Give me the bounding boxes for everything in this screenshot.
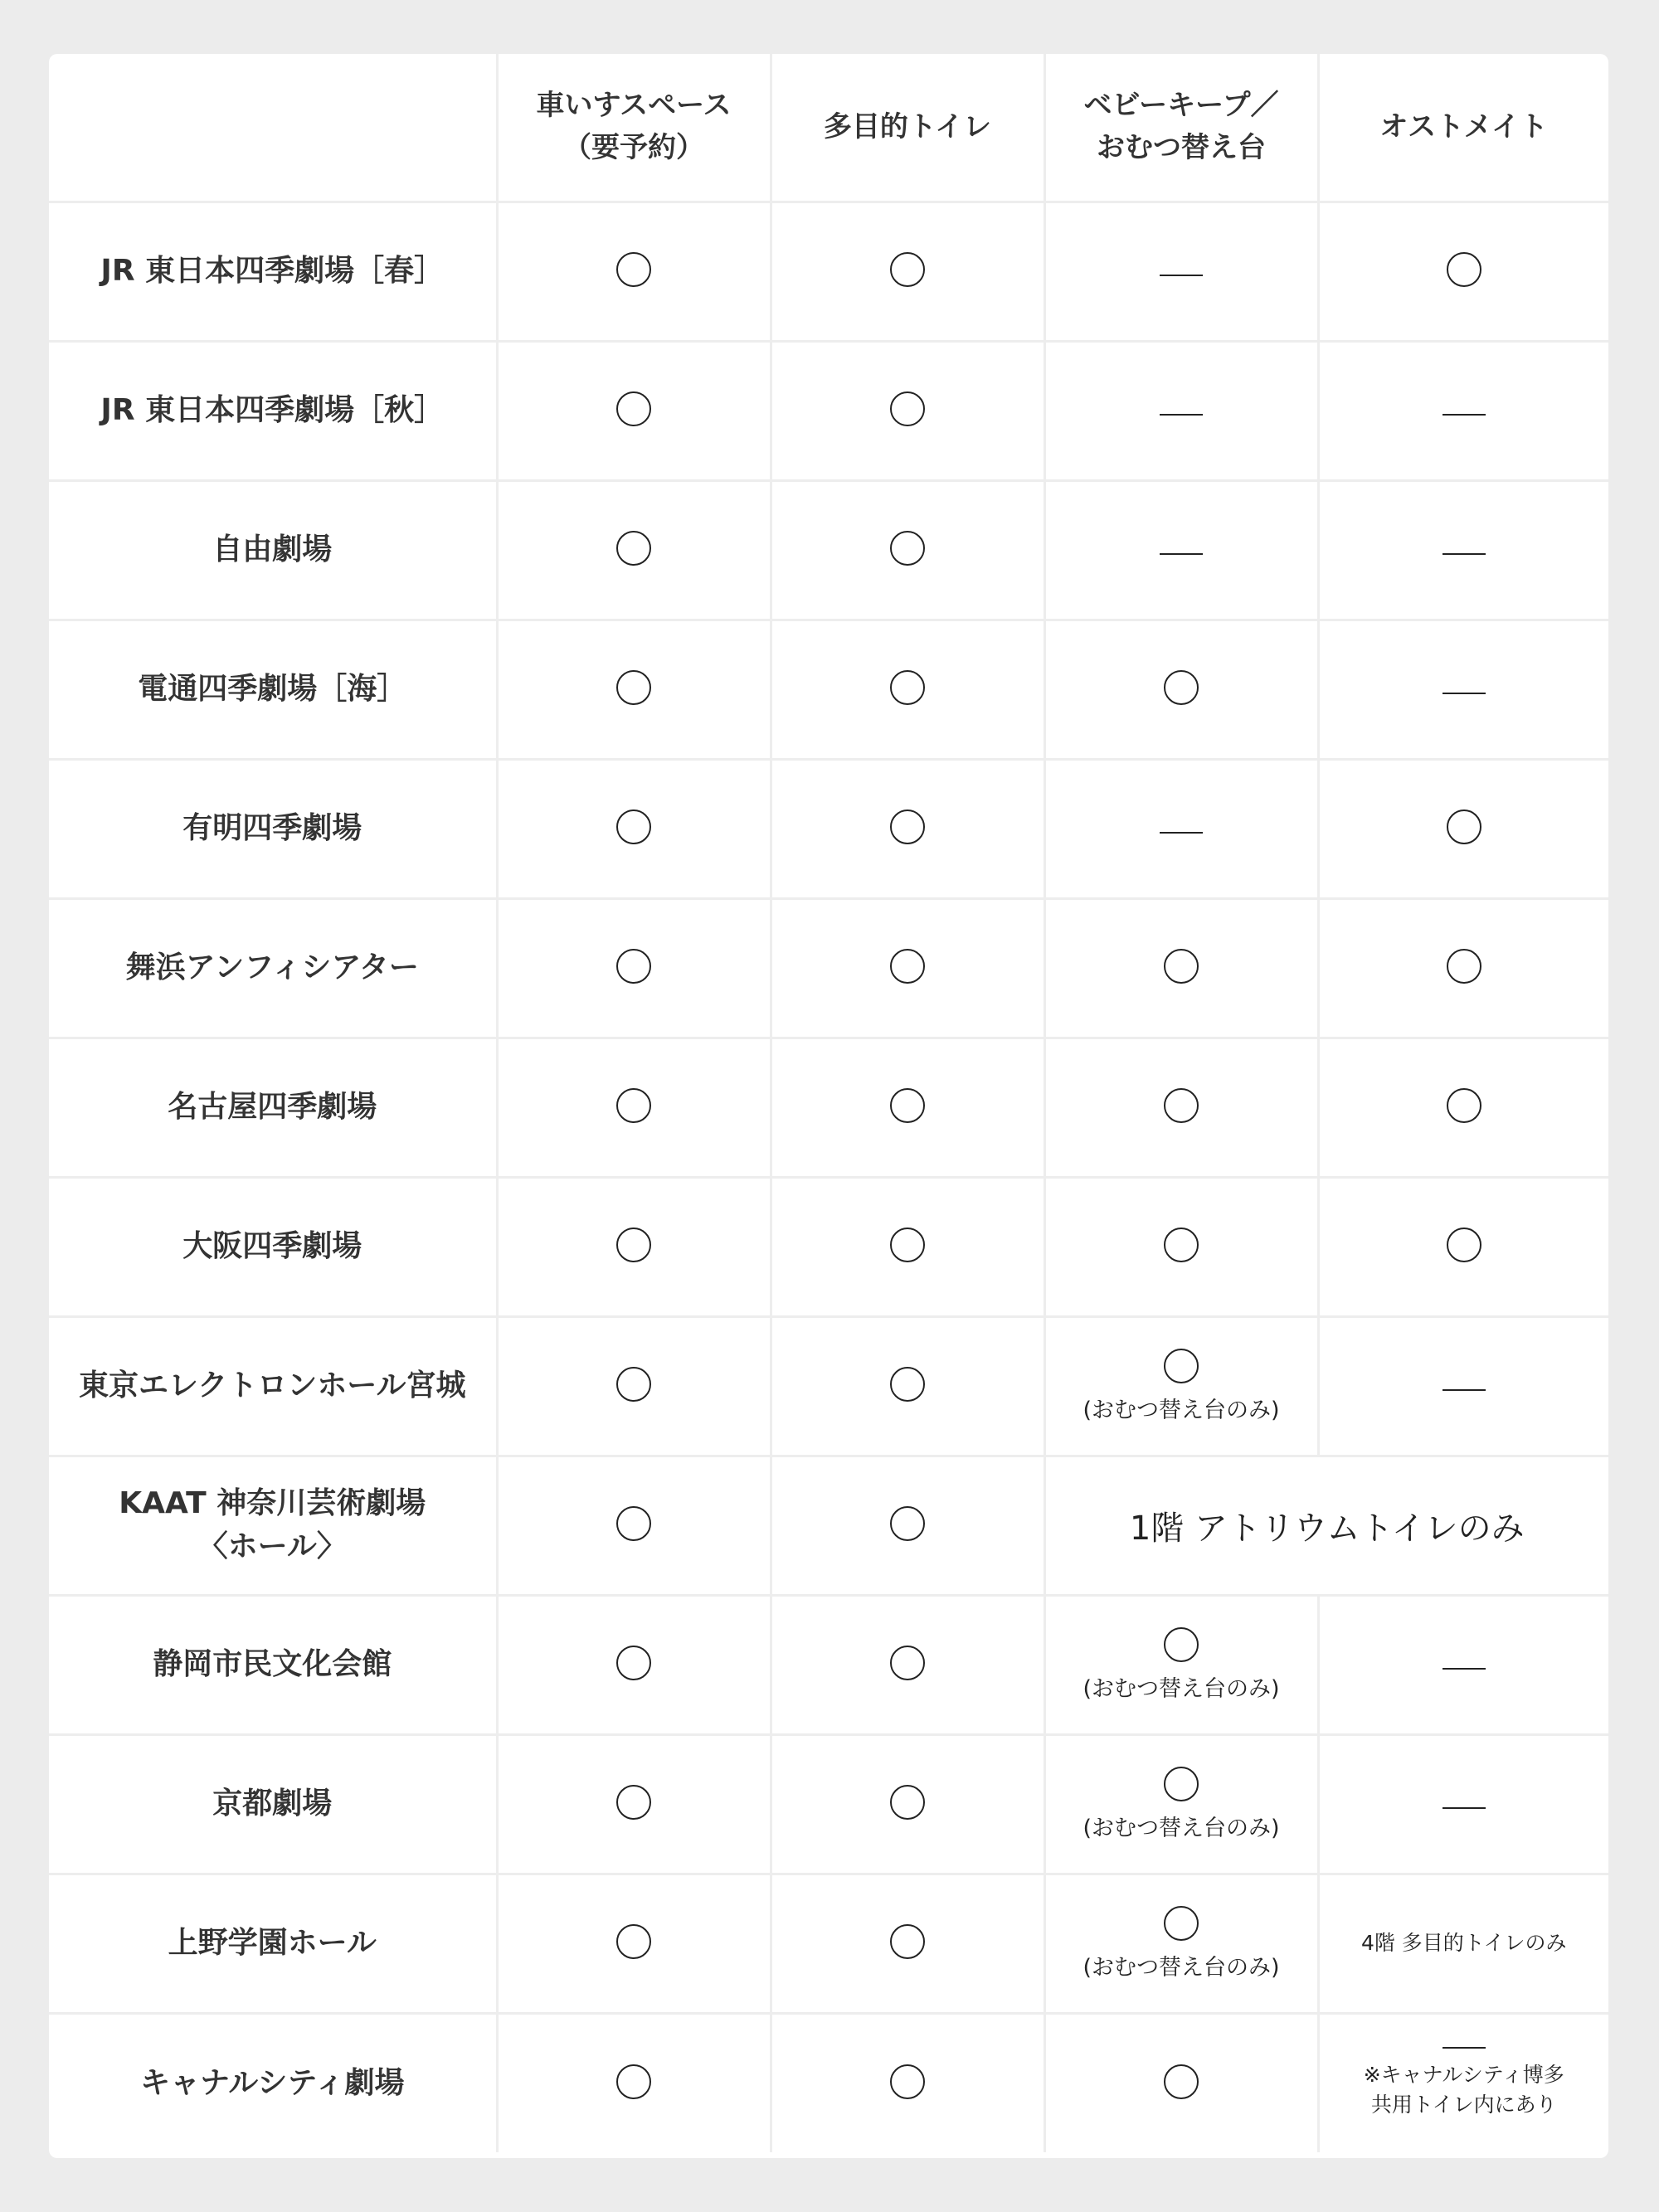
toilet-circle-icon — [890, 2064, 925, 2099]
toilet-circle-icon — [890, 670, 925, 705]
ostomate-dash-icon — [1443, 553, 1486, 555]
toilet-cell — [771, 2013, 1044, 2152]
toilet-cell — [771, 759, 1044, 898]
venue-name — [49, 1595, 497, 1734]
venue-name-line: 〈ホール〉 — [197, 1529, 347, 1563]
table-row — [49, 1874, 1608, 2013]
toilet-circle-icon — [890, 949, 925, 984]
header-toilet: 多目的トイレ — [771, 54, 1044, 202]
header-wheelchair — [497, 54, 771, 202]
ostomate-dash-icon — [1443, 1389, 1486, 1391]
venue-name-line: JR 東日本四季劇場［春］ — [100, 253, 445, 288]
wheelchair-cell — [497, 1874, 771, 2013]
wheelchair-circle-icon — [616, 1367, 651, 1402]
venue-name-line: 静岡市民文化会館 — [153, 1646, 392, 1681]
ostomate-circle-icon — [1447, 1228, 1481, 1262]
ostomate-circle-icon — [1447, 949, 1481, 984]
toilet-cell — [771, 480, 1044, 620]
ostomate-cell — [1318, 2013, 1608, 2152]
baby-cell — [1044, 1038, 1318, 1177]
wheelchair-cell — [497, 1038, 771, 1177]
wheelchair-circle-icon — [616, 1785, 651, 1820]
header-ostomate: オストメイト — [1318, 54, 1608, 202]
toilet-circle-icon — [890, 252, 925, 287]
wheelchair-cell — [497, 202, 771, 341]
wheelchair-circle-icon — [616, 1088, 651, 1123]
wheelchair-cell — [497, 1316, 771, 1456]
baby-dash-icon — [1160, 414, 1203, 416]
venue-name-line: 舞浜アンフィシアター — [125, 950, 419, 984]
header-row — [49, 54, 1608, 202]
baby-circle-icon — [1164, 670, 1199, 705]
table-row — [49, 620, 1608, 759]
baby-note: (おむつ替え台のみ) — [1082, 1954, 1280, 1981]
wheelchair-circle-icon — [616, 1924, 651, 1959]
table-row — [49, 2013, 1608, 2152]
venue-name-line: 上野学園ホール — [168, 1925, 377, 1960]
venue-name-line: JR 東日本四季劇場［秋］ — [100, 392, 445, 427]
toilet-circle-icon — [890, 809, 925, 844]
header-name — [49, 54, 497, 202]
wheelchair-circle-icon — [616, 531, 651, 566]
toilet-cell — [771, 1038, 1044, 1177]
venue-name — [49, 480, 497, 620]
baby-circle-icon — [1164, 1627, 1199, 1662]
toilet-circle-icon — [890, 1646, 925, 1680]
baby-cell — [1044, 620, 1318, 759]
wheelchair-cell — [497, 1177, 771, 1316]
toilet-circle-icon — [890, 1785, 925, 1820]
toilet-circle-icon — [890, 1506, 925, 1541]
wheelchair-circle-icon — [616, 809, 651, 844]
venue-name-line: KAAT 神奈川芸術劇場 — [119, 1485, 426, 1520]
toilet-cell — [771, 1316, 1044, 1456]
table-row — [49, 1456, 1608, 1595]
baby-circle-icon — [1164, 1228, 1199, 1262]
venue-name-line: 電通四季劇場［海］ — [138, 671, 407, 706]
facility-table-card — [49, 54, 1608, 2158]
venue-name — [49, 620, 497, 759]
baby-circle-icon — [1164, 2064, 1199, 2099]
header-wheelchair-line-2: （要予約） — [563, 131, 704, 165]
toilet-circle-icon — [890, 531, 925, 566]
wheelchair-circle-icon — [616, 2064, 651, 2099]
toilet-circle-icon — [890, 1088, 925, 1123]
baby-note: (おむつ替え台のみ) — [1082, 1397, 1280, 1423]
toilet-circle-icon — [890, 1924, 925, 1959]
venue-name-line: 東京エレクトロンホール宮城 — [78, 1368, 466, 1403]
baby-cell — [1044, 1316, 1318, 1456]
wheelchair-circle-icon — [616, 1228, 651, 1262]
venue-name-line: 自由劇場 — [212, 532, 333, 566]
ostomate-cell — [1318, 1316, 1608, 1456]
venue-name — [49, 1874, 497, 2013]
header-baby-line-2: おむつ替え台 — [1097, 131, 1266, 165]
ostomate-cell — [1318, 620, 1608, 759]
table-row — [49, 759, 1608, 898]
table-row — [49, 1595, 1608, 1734]
venue-name-line: 京都劇場 — [212, 1786, 333, 1821]
ostomate-cell — [1318, 759, 1608, 898]
venue-name — [49, 1456, 497, 1595]
ostomate-note-line: 共用トイレ内にあり — [1370, 2092, 1557, 2117]
venue-name-line: キャナルシティ劇場 — [140, 2065, 405, 2100]
venue-name — [49, 202, 497, 341]
toilet-cell — [771, 1734, 1044, 1874]
wheelchair-cell — [497, 759, 771, 898]
ostomate-dash-icon — [1443, 414, 1486, 416]
baby-circle-icon — [1164, 1349, 1199, 1383]
wheelchair-cell — [497, 1734, 771, 1874]
ostomate-cell — [1318, 1038, 1608, 1177]
toilet-cell — [771, 1874, 1044, 2013]
wheelchair-circle-icon — [616, 949, 651, 984]
baby-cell — [1044, 341, 1318, 480]
header-baby-line-1: ベビーキープ／ — [1083, 89, 1279, 123]
baby-ostomate-note: 1階 アトリウムトイレのみ — [1044, 1456, 1608, 1595]
toilet-cell — [771, 202, 1044, 341]
baby-cell — [1044, 1177, 1318, 1316]
table-row — [49, 898, 1608, 1038]
toilet-cell — [771, 1177, 1044, 1316]
facility-table — [49, 54, 1608, 2152]
venue-name-line: 名古屋四季劇場 — [168, 1089, 377, 1124]
toilet-circle-icon — [890, 1228, 925, 1262]
wheelchair-cell — [497, 1595, 771, 1734]
toilet-cell — [771, 341, 1044, 480]
table-body — [49, 202, 1608, 2152]
ostomate-cell — [1318, 341, 1608, 480]
venue-name-line: 有明四季劇場 — [182, 810, 362, 845]
table-row — [49, 1177, 1608, 1316]
venue-name-line: 大阪四季劇場 — [182, 1228, 362, 1263]
baby-cell — [1044, 480, 1318, 620]
table-row — [49, 341, 1608, 480]
table-row — [49, 202, 1608, 341]
ostomate-dash-icon — [1443, 1807, 1486, 1809]
wheelchair-cell — [497, 898, 771, 1038]
venue-name — [49, 1734, 497, 1874]
wheelchair-cell — [497, 2013, 771, 2152]
toilet-cell — [771, 620, 1044, 759]
toilet-circle-icon — [890, 391, 925, 426]
wheelchair-circle-icon — [616, 1646, 651, 1680]
wheelchair-cell — [497, 480, 771, 620]
baby-note: (おむつ替え台のみ) — [1082, 1675, 1280, 1702]
ostomate-cell — [1318, 1177, 1608, 1316]
venue-name — [49, 759, 497, 898]
wheelchair-cell — [497, 1456, 771, 1595]
baby-dash-icon — [1160, 275, 1203, 276]
table-row — [49, 1316, 1608, 1456]
ostomate-cell — [1318, 480, 1608, 620]
ostomate-cell — [1318, 1874, 1608, 2013]
ostomate-dash-icon — [1443, 2047, 1486, 2049]
baby-cell — [1044, 2013, 1318, 2152]
venue-name — [49, 1038, 497, 1177]
wheelchair-cell — [497, 341, 771, 480]
ostomate-cell — [1318, 1595, 1608, 1734]
toilet-circle-icon — [890, 1367, 925, 1402]
ostomate-cell — [1318, 898, 1608, 1038]
baby-cell — [1044, 1734, 1318, 1874]
ostomate-dash-icon — [1443, 693, 1486, 694]
venue-name — [49, 1177, 497, 1316]
wheelchair-circle-icon — [616, 391, 651, 426]
baby-note: (おむつ替え台のみ) — [1082, 1815, 1280, 1841]
wheelchair-cell — [497, 620, 771, 759]
ostomate-circle-icon — [1447, 252, 1481, 287]
header-baby — [1044, 54, 1318, 202]
baby-circle-icon — [1164, 1906, 1199, 1941]
ostomate-dash-icon — [1443, 1668, 1486, 1670]
table-row — [49, 1038, 1608, 1177]
baby-cell — [1044, 759, 1318, 898]
toilet-cell — [771, 1456, 1044, 1595]
venue-name — [49, 2013, 497, 2152]
toilet-cell — [771, 1595, 1044, 1734]
toilet-cell — [771, 898, 1044, 1038]
baby-circle-icon — [1164, 1088, 1199, 1123]
baby-circle-icon — [1164, 949, 1199, 984]
ostomate-circle-icon — [1447, 809, 1481, 844]
venue-name — [49, 898, 497, 1038]
baby-cell — [1044, 202, 1318, 341]
baby-cell — [1044, 898, 1318, 1038]
wheelchair-circle-icon — [616, 1506, 651, 1541]
ostomate-note: 4階 多目的トイレのみ — [1360, 1930, 1567, 1955]
venue-name — [49, 341, 497, 480]
baby-cell — [1044, 1595, 1318, 1734]
wheelchair-circle-icon — [616, 670, 651, 705]
ostomate-circle-icon — [1447, 1088, 1481, 1123]
baby-circle-icon — [1164, 1767, 1199, 1801]
table-row — [49, 1734, 1608, 1874]
venue-name — [49, 1316, 497, 1456]
wheelchair-circle-icon — [616, 252, 651, 287]
ostomate-note-line: ※キャナルシティ博多 — [1363, 2062, 1564, 2087]
baby-cell — [1044, 1874, 1318, 2013]
ostomate-cell — [1318, 202, 1608, 341]
ostomate-cell — [1318, 1734, 1608, 1874]
baby-dash-icon — [1160, 832, 1203, 834]
baby-dash-icon — [1160, 553, 1203, 555]
header-wheelchair-line-1: 車いすスペース — [536, 89, 732, 123]
table-row — [49, 480, 1608, 620]
